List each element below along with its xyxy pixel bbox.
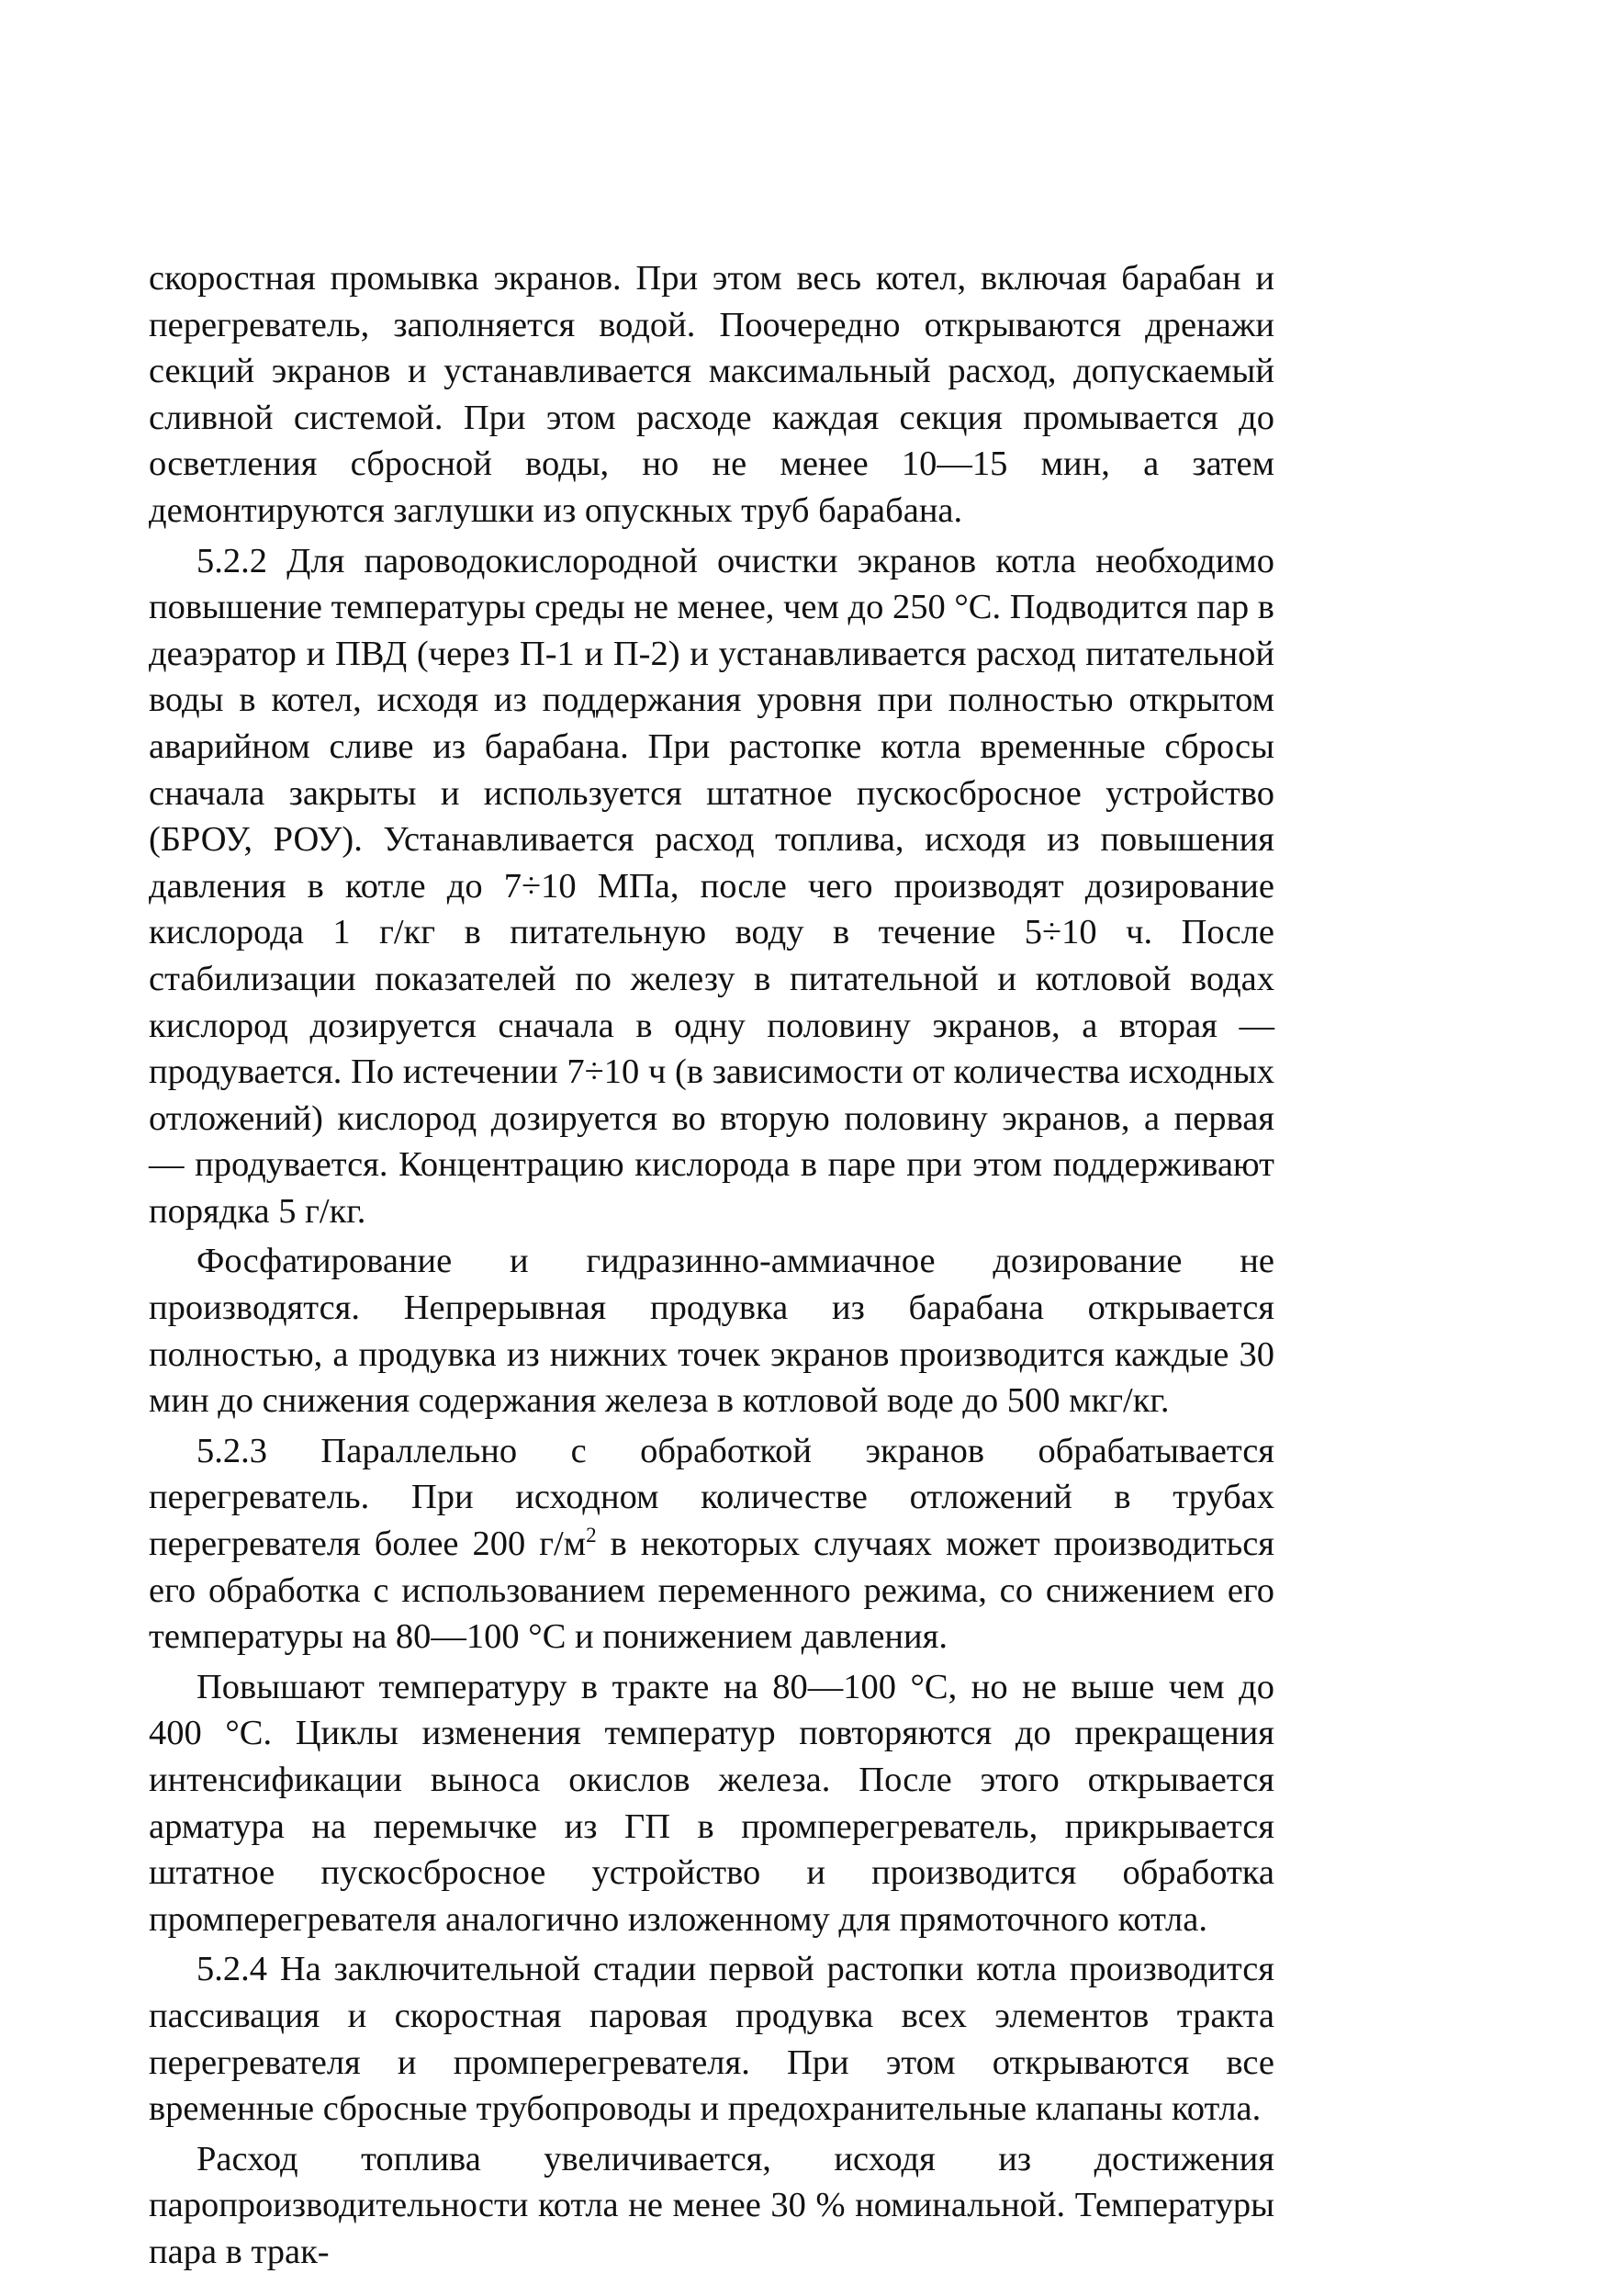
superscript-squared: 2 xyxy=(586,1523,597,1548)
paragraph-intro-continuation: скоростная промывка экранов. При этом весь котел, включая барабан и перегреватель, заполняется водой. Поочередно открываются дренажи секций экранов и устанавливается максимальный расход, допускаемый сливной системой. При этом расходе каждая секция промывается до осветления сбросной воды, но не менее 10—15 мин, а затем демонтируются заглушки из опускных труб барабана. xyxy=(149,259,1274,530)
paragraph-5-2-3-text-before: 5.2.3 Параллельно с обработкой экранов обрабатывается перегреватель. При исходном количестве отложений в трубах перегревателя более 200 г/м xyxy=(149,1431,1274,1564)
paragraph-phosphating: Фосфатирование и гидразинно-аммиачное дозирование не производятся. Непрерывная продувка из барабана открывается полностью, а продувка из нижних точек экранов производится каждые 30 мин до снижения содержания железа в котловой воде до 500 мкг/кг. xyxy=(149,1242,1274,1421)
paragraph-5-2-3 xyxy=(149,1428,1274,1660)
paragraph-5-2-4: 5.2.4 На заключительной стадии первой растопки котла производится пассивация и скоростная паровая продувка всех элементов тракта перегревателя и промперегревателя. При этом открываются все временные сбросные трубопроводы и предохранительные клапаны котла. xyxy=(149,1950,1274,2129)
paragraph-fuel-consumption: Расход топлива увеличивается, исходя из достижения паропроизводительности котла не менее 30 % номинальной. Температуры пара в трак- xyxy=(149,2139,1274,2271)
paragraph-5-2-3-text-after: в некоторых случаях может производиться его обработка с использованием переменного режима, со снижением его температуры на 80—100 °С и понижением давления. xyxy=(149,1525,1275,1657)
paragraph-5-2-2: 5.2.2 Для пароводокислородной очистки экранов котла необходимо повышение температуры среды не менее, чем до 250 °С. Подводится пар в деаэратор и ПВД (через П-1 и П-2) и устанавливается расход питательной воды в котел, исходя из поддержания уровня при полностью открытом аварийном сливе из барабана. При растопке котла временные сбросы сначала закрыты и используется штатное пускосбросное устройство (БРОУ, РОУ). Устанавливается расход топлива, исходя из повышения давления в котле до 7÷10 МПа, после чего производят дозирование кислорода 1 г/кг в питательную воду в течение 5÷10 ч. После стабилизации показателей по железу в питательной и котловой водах кислород дозируется сначала в одну половину экранов, а вторая — продувается. По истечении 7÷10 ч (в зависимости от количества исходных отложений) кислород дозируется во вторую половину экранов, а первая — продувается. Концентрацию кислорода в паре при этом поддерживают порядка 5 г/кг. xyxy=(149,541,1274,1231)
document-page xyxy=(149,255,1274,2276)
paragraph-temperature-raise: Повышают температуру в тракте на 80—100 °С, но не выше чем до 400 °С. Циклы изменения температур повторяются до прекращения интенсификации выноса окислов железа. После этого открывается арматура на перемычке из ГП в промперегреватель, прикрывается штатное пускосбросное устройство и производится обработка промперегревателя аналогично изложенному для прямоточного котла. xyxy=(149,1667,1274,1939)
